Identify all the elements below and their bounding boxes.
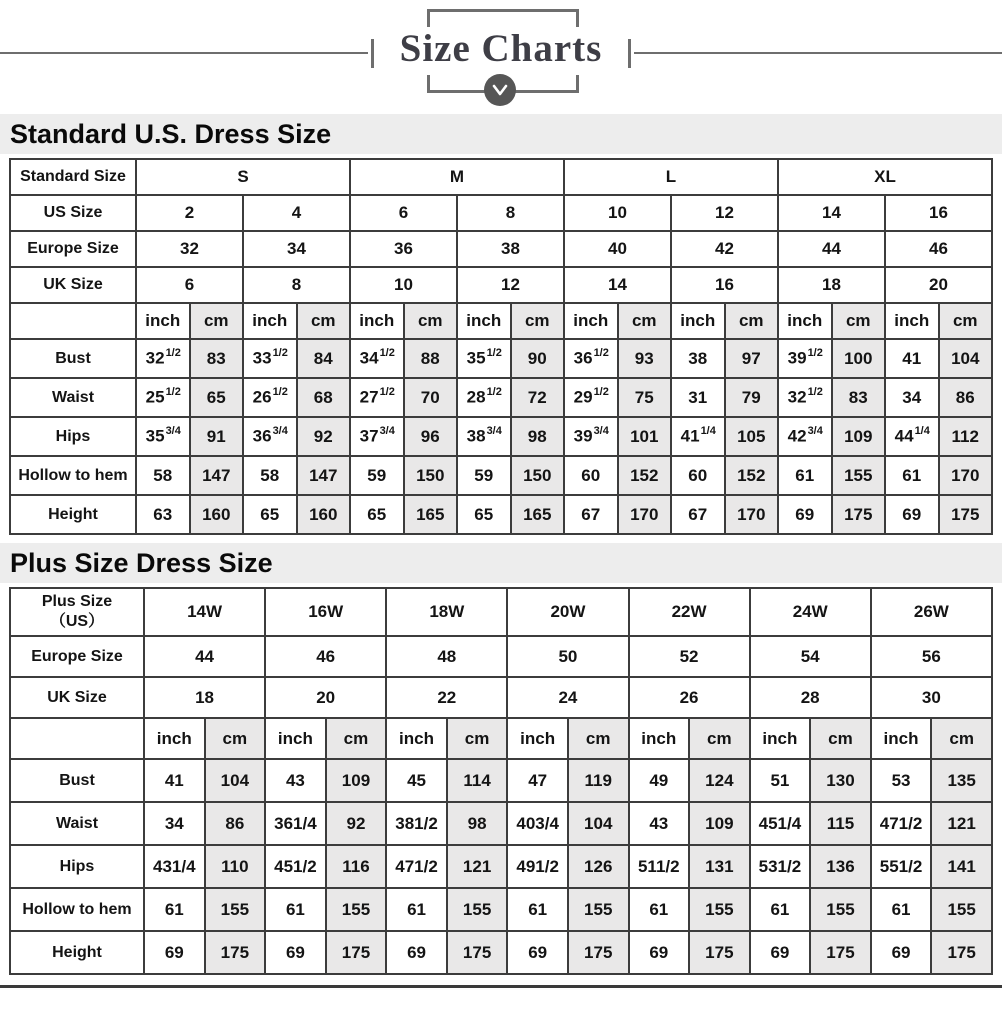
value-cell: $27^{1/2}$ (350, 378, 404, 417)
value-cell: 69 (144, 931, 205, 974)
row-label: Hips (10, 417, 136, 456)
size-group-cell: 14W (144, 588, 265, 636)
size-cell: 8 (243, 267, 350, 303)
size-cell: 18 (144, 677, 265, 718)
value-cell: 51 (750, 759, 811, 802)
row-label: Hips (10, 845, 144, 888)
value-cell: 165 (511, 495, 565, 534)
value-cell: 155 (689, 888, 750, 931)
page-title: Size Charts (399, 27, 603, 70)
value-cell: 155 (326, 888, 387, 931)
value-cell: 110 (205, 845, 266, 888)
value-cell: 67 (671, 495, 725, 534)
value-cell: $26^{1/2}$ (243, 378, 297, 417)
value-cell: 59 (457, 456, 511, 495)
size-cell: 46 (265, 636, 386, 677)
value-cell: 58 (136, 456, 190, 495)
unit-cell: cm (832, 303, 886, 339)
value-cell: 155 (810, 888, 871, 931)
value-cell: 69 (629, 931, 690, 974)
value-cell: 60 (671, 456, 725, 495)
value-cell: 104 (568, 802, 629, 845)
value-cell: 88 (404, 339, 458, 378)
row-label: Hollow to hem (10, 888, 144, 931)
size-group-cell: M (350, 159, 564, 195)
unit-cell: inch (386, 718, 447, 759)
value-cell: 175 (568, 931, 629, 974)
value-cell: 96 (404, 417, 458, 456)
standard-size-table (9, 158, 993, 535)
value-cell: 165 (404, 495, 458, 534)
value-cell: 104 (939, 339, 993, 378)
corner-label: Standard Size (10, 159, 136, 195)
value-cell: 65 (243, 495, 297, 534)
size-cell: 50 (507, 636, 628, 677)
value-cell: 34 (885, 378, 939, 417)
value-cell: 119 (568, 759, 629, 802)
value-cell: $28^{1/2}$ (457, 378, 511, 417)
value-cell: 175 (832, 495, 886, 534)
value-cell: 75 (618, 378, 672, 417)
value-cell: 104 (205, 759, 266, 802)
row-label: Height (10, 495, 136, 534)
unit-cell: cm (511, 303, 565, 339)
size-cell: 16 (671, 267, 778, 303)
size-cell: 22 (386, 677, 507, 718)
size-cell: 16 (885, 195, 992, 231)
value-cell: 531/2 (750, 845, 811, 888)
value-cell: 69 (885, 495, 939, 534)
unit-cell: inch (564, 303, 618, 339)
size-cell: 14 (778, 195, 885, 231)
unit-cell: inch (243, 303, 297, 339)
value-cell: 175 (939, 495, 993, 534)
size-cell: 28 (750, 677, 871, 718)
size-cell: 20 (885, 267, 992, 303)
row-label: Height (10, 931, 144, 974)
value-cell: 100 (832, 339, 886, 378)
value-cell: 105 (725, 417, 779, 456)
value-cell: 131 (689, 845, 750, 888)
value-cell: 86 (939, 378, 993, 417)
value-cell: $25^{1/2}$ (136, 378, 190, 417)
value-cell: 175 (931, 931, 992, 974)
value-cell: 97 (725, 339, 779, 378)
value-cell: 72 (511, 378, 565, 417)
unit-cell: inch (671, 303, 725, 339)
unit-cell: inch (136, 303, 190, 339)
value-cell: $33^{1/2}$ (243, 339, 297, 378)
size-cell: 8 (457, 195, 564, 231)
value-cell: 67 (564, 495, 618, 534)
value-cell: 31 (671, 378, 725, 417)
unit-cell: cm (725, 303, 779, 339)
value-cell: 155 (931, 888, 992, 931)
value-cell: 114 (447, 759, 508, 802)
value-cell: 471/2 (871, 802, 932, 845)
value-cell: 141 (931, 845, 992, 888)
value-cell: 84 (297, 339, 351, 378)
value-cell: 147 (297, 456, 351, 495)
value-cell: 61 (629, 888, 690, 931)
value-cell: 43 (629, 802, 690, 845)
unit-cell: cm (618, 303, 672, 339)
value-cell: 124 (689, 759, 750, 802)
size-group-cell: L (564, 159, 778, 195)
value-cell: 41 (144, 759, 205, 802)
value-cell: $41^{1/4}$ (671, 417, 725, 456)
value-cell: 451/2 (265, 845, 326, 888)
unit-cell: cm (810, 718, 871, 759)
row-label: Bust (10, 759, 144, 802)
value-cell: 83 (190, 339, 244, 378)
value-cell: $35^{1/2}$ (457, 339, 511, 378)
value-cell: 58 (243, 456, 297, 495)
value-cell: 69 (750, 931, 811, 974)
value-cell: 451/4 (750, 802, 811, 845)
size-cell: 10 (564, 195, 671, 231)
size-cell: 36 (350, 231, 457, 267)
value-cell: 403/4 (507, 802, 568, 845)
value-cell: 175 (810, 931, 871, 974)
value-cell: 38 (671, 339, 725, 378)
value-cell: 63 (136, 495, 190, 534)
value-cell: 112 (939, 417, 993, 456)
value-cell: 41 (885, 339, 939, 378)
row-label: Hollow to hem (10, 456, 136, 495)
value-cell: 136 (810, 845, 871, 888)
value-cell: 61 (265, 888, 326, 931)
size-cell: 48 (386, 636, 507, 677)
unit-cell: cm (297, 303, 351, 339)
size-cell: 6 (350, 195, 457, 231)
size-cell: 44 (778, 231, 885, 267)
size-cell: 14 (564, 267, 671, 303)
value-cell: 155 (568, 888, 629, 931)
value-cell: $39^{3/4}$ (564, 417, 618, 456)
value-cell: 65 (457, 495, 511, 534)
value-cell: 152 (725, 456, 779, 495)
value-cell: 70 (404, 378, 458, 417)
unit-cell: inch (144, 718, 205, 759)
unit-cell: cm (205, 718, 266, 759)
value-cell: $37^{3/4}$ (350, 417, 404, 456)
value-cell: 49 (629, 759, 690, 802)
value-cell: 69 (871, 931, 932, 974)
unit-cell: inch (507, 718, 568, 759)
size-cell: 4 (243, 195, 350, 231)
value-cell: $36^{1/2}$ (564, 339, 618, 378)
value-cell: 45 (386, 759, 447, 802)
value-cell: $35^{3/4}$ (136, 417, 190, 456)
value-cell: 471/2 (386, 845, 447, 888)
value-cell: 121 (447, 845, 508, 888)
row-label: UK Size (10, 267, 136, 303)
unit-cell: cm (939, 303, 993, 339)
row-label: Waist (10, 802, 144, 845)
value-cell: 98 (511, 417, 565, 456)
unit-cell: cm (190, 303, 244, 339)
unit-cell: cm (404, 303, 458, 339)
size-cell: 2 (136, 195, 243, 231)
size-cell: 30 (871, 677, 992, 718)
value-cell: $36^{3/4}$ (243, 417, 297, 456)
value-cell: 92 (326, 802, 387, 845)
value-cell: 109 (689, 802, 750, 845)
size-group-cell: S (136, 159, 350, 195)
value-cell: 93 (618, 339, 672, 378)
row-label: Europe Size (10, 231, 136, 267)
unit-cell: inch (265, 718, 326, 759)
size-group-cell: 16W (265, 588, 386, 636)
value-cell: 69 (386, 931, 447, 974)
value-cell: 61 (750, 888, 811, 931)
size-group-cell: 24W (750, 588, 871, 636)
value-cell: 121 (931, 802, 992, 845)
value-cell: 61 (885, 456, 939, 495)
row-label: Waist (10, 378, 136, 417)
value-cell: 59 (350, 456, 404, 495)
value-cell: 150 (511, 456, 565, 495)
value-cell: $34^{1/2}$ (350, 339, 404, 378)
unit-cell: inch (885, 303, 939, 339)
size-cell: 20 (265, 677, 386, 718)
size-cell: 10 (350, 267, 457, 303)
value-cell: 170 (939, 456, 993, 495)
value-cell: 83 (832, 378, 886, 417)
value-cell: 61 (871, 888, 932, 931)
value-cell: 69 (507, 931, 568, 974)
size-cell: 46 (885, 231, 992, 267)
value-cell: 90 (511, 339, 565, 378)
value-cell: $42^{3/4}$ (778, 417, 832, 456)
banner-bracket-top (427, 9, 579, 27)
value-cell: 109 (326, 759, 387, 802)
value-cell: 361/4 (265, 802, 326, 845)
value-cell: 155 (447, 888, 508, 931)
size-group-cell: 20W (507, 588, 628, 636)
value-cell: 61 (778, 456, 832, 495)
corner-empty (10, 303, 136, 339)
row-label: Bust (10, 339, 136, 378)
value-cell: 116 (326, 845, 387, 888)
unit-cell: inch (750, 718, 811, 759)
row-label: US Size (10, 195, 136, 231)
row-label: Europe Size (10, 636, 144, 677)
value-cell: 34 (144, 802, 205, 845)
value-cell: $32^{1/2}$ (136, 339, 190, 378)
value-cell: 69 (778, 495, 832, 534)
size-cell: 24 (507, 677, 628, 718)
value-cell: 53 (871, 759, 932, 802)
unit-cell: inch (350, 303, 404, 339)
value-cell: 109 (832, 417, 886, 456)
unit-cell: inch (778, 303, 832, 339)
unit-cell: cm (689, 718, 750, 759)
size-cell: 18 (778, 267, 885, 303)
next-section-edge (0, 985, 1002, 988)
unit-cell: inch (457, 303, 511, 339)
value-cell: 170 (725, 495, 779, 534)
standard-section-title: Standard U.S. Dress Size (0, 114, 1002, 154)
value-cell: 91 (190, 417, 244, 456)
value-cell: 130 (810, 759, 871, 802)
value-cell: 92 (297, 417, 351, 456)
size-group-cell: 22W (629, 588, 750, 636)
value-cell: 511/2 (629, 845, 690, 888)
value-cell: 160 (297, 495, 351, 534)
value-cell: 86 (205, 802, 266, 845)
value-cell: 551/2 (871, 845, 932, 888)
unit-cell: inch (871, 718, 932, 759)
value-cell: $29^{1/2}$ (564, 378, 618, 417)
value-cell: $44^{1/4}$ (885, 417, 939, 456)
unit-cell: cm (931, 718, 992, 759)
value-cell: 43 (265, 759, 326, 802)
value-cell: 431/4 (144, 845, 205, 888)
value-cell: 150 (404, 456, 458, 495)
value-cell: 175 (326, 931, 387, 974)
size-cell: 52 (629, 636, 750, 677)
size-group-cell: 18W (386, 588, 507, 636)
value-cell: 98 (447, 802, 508, 845)
plus-size-table (9, 587, 993, 975)
chevron-down-icon (484, 74, 516, 106)
value-cell: 175 (205, 931, 266, 974)
value-cell: 69 (265, 931, 326, 974)
size-cell: 32 (136, 231, 243, 267)
value-cell: 61 (507, 888, 568, 931)
value-cell: 160 (190, 495, 244, 534)
value-cell: 79 (725, 378, 779, 417)
size-cell: 6 (136, 267, 243, 303)
size-cell: 12 (671, 195, 778, 231)
size-cell: 44 (144, 636, 265, 677)
value-cell: 68 (297, 378, 351, 417)
row-label: UK Size (10, 677, 144, 718)
value-cell: 381/2 (386, 802, 447, 845)
unit-cell: cm (326, 718, 387, 759)
size-cell: 34 (243, 231, 350, 267)
size-cell: 12 (457, 267, 564, 303)
size-cell: 40 (564, 231, 671, 267)
plus-section-title: Plus Size Dress Size (0, 543, 1002, 583)
value-cell: 147 (190, 456, 244, 495)
corner-label: Plus Size （US） (10, 588, 144, 636)
corner-empty (10, 718, 144, 759)
value-cell: 135 (931, 759, 992, 802)
value-cell: 65 (190, 378, 244, 417)
value-cell: 101 (618, 417, 672, 456)
size-cell: 42 (671, 231, 778, 267)
value-cell: $39^{1/2}$ (778, 339, 832, 378)
value-cell: 155 (205, 888, 266, 931)
value-cell: 152 (618, 456, 672, 495)
value-cell: 47 (507, 759, 568, 802)
size-charts-banner (0, 0, 1002, 114)
value-cell: 126 (568, 845, 629, 888)
value-cell: 61 (386, 888, 447, 931)
size-cell: 54 (750, 636, 871, 677)
value-cell: 175 (447, 931, 508, 974)
value-cell: $38^{3/4}$ (457, 417, 511, 456)
value-cell: 491/2 (507, 845, 568, 888)
size-cell: 26 (629, 677, 750, 718)
value-cell: 65 (350, 495, 404, 534)
value-cell: 115 (810, 802, 871, 845)
value-cell: 155 (832, 456, 886, 495)
value-cell: $32^{1/2}$ (778, 378, 832, 417)
value-cell: 60 (564, 456, 618, 495)
size-cell: 38 (457, 231, 564, 267)
size-group-cell: XL (778, 159, 992, 195)
size-group-cell: 26W (871, 588, 992, 636)
unit-cell: cm (568, 718, 629, 759)
unit-cell: cm (447, 718, 508, 759)
unit-cell: inch (629, 718, 690, 759)
value-cell: 175 (689, 931, 750, 974)
value-cell: 61 (144, 888, 205, 931)
value-cell: 170 (618, 495, 672, 534)
size-cell: 56 (871, 636, 992, 677)
